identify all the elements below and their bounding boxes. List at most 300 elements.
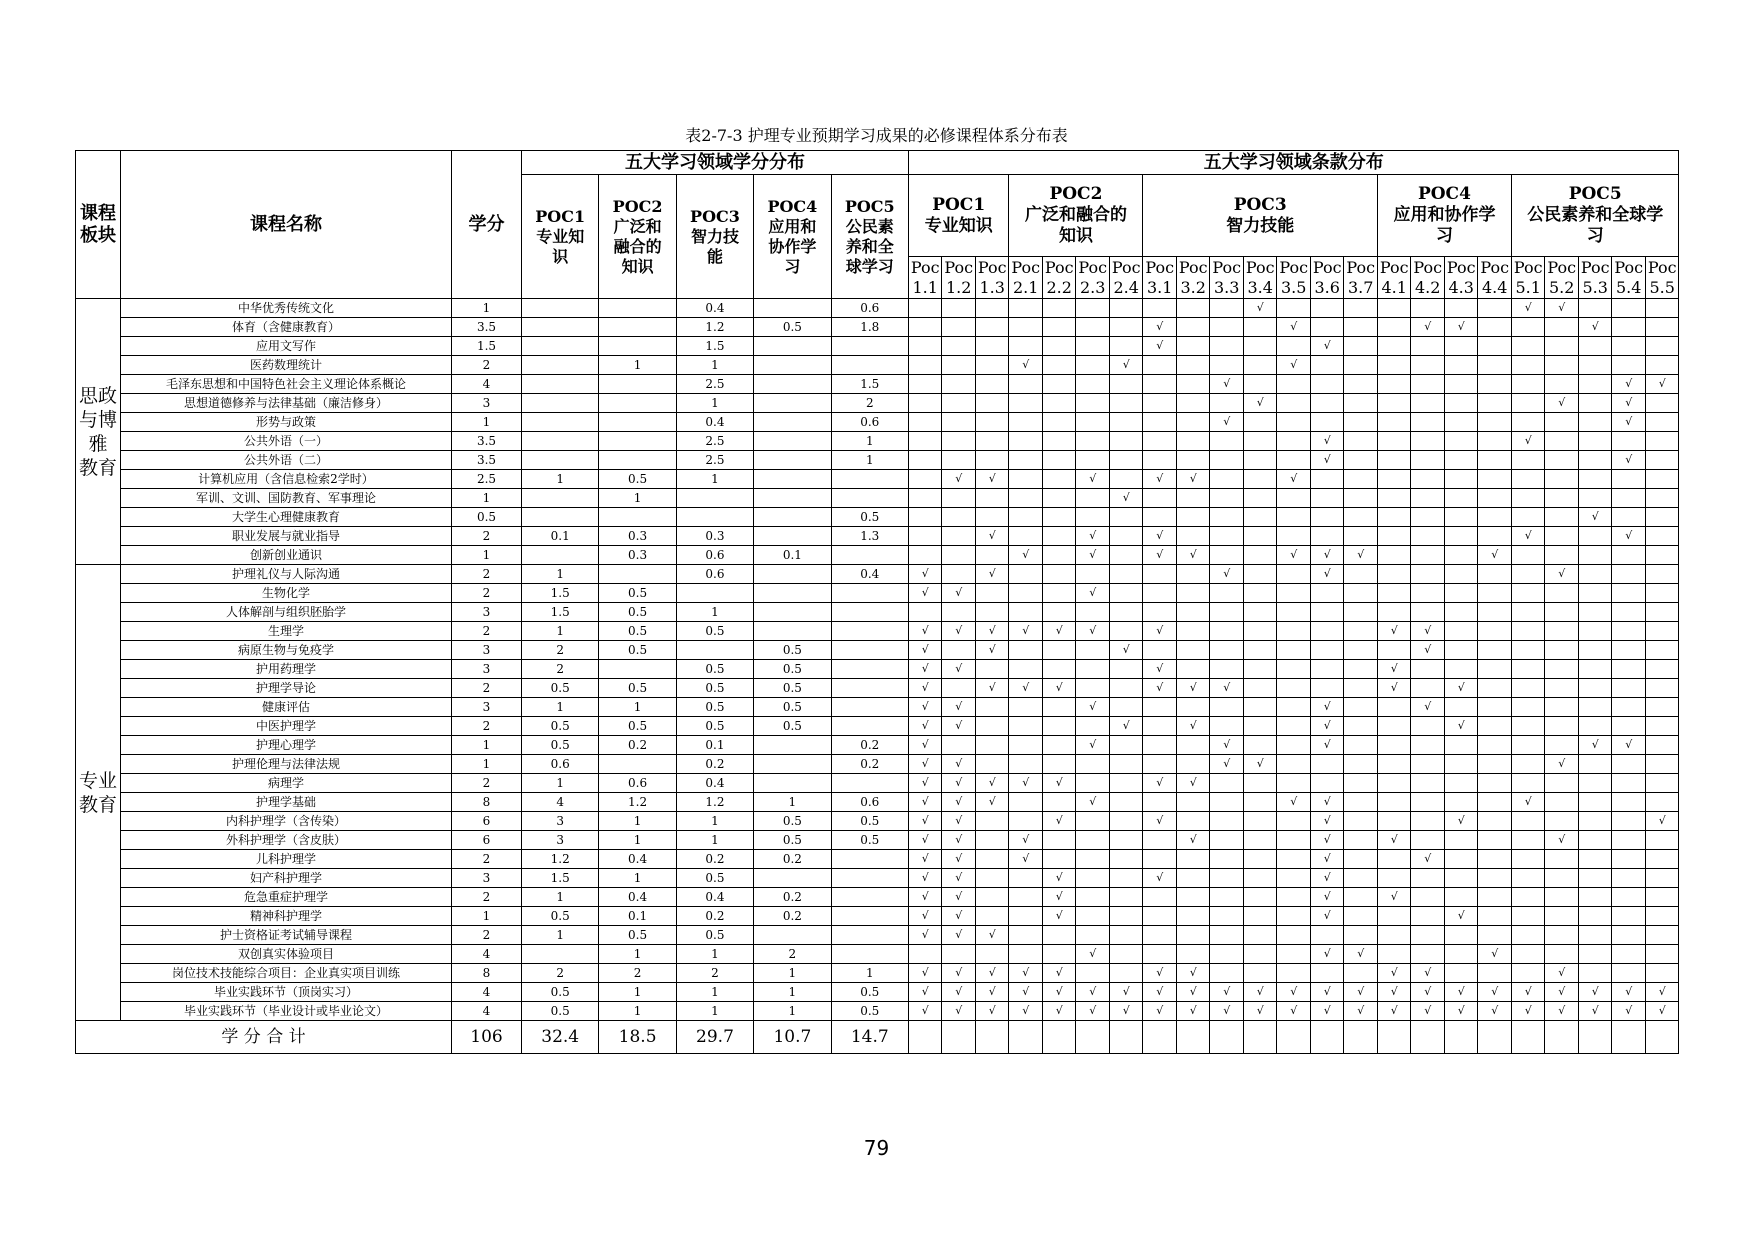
- check-mark: √: [942, 964, 976, 983]
- check-mark: √: [942, 888, 976, 907]
- empty-cell: [1478, 1021, 1512, 1054]
- course-credit: 3: [452, 394, 522, 413]
- empty-cell: [1645, 698, 1679, 717]
- empty-cell: [1176, 584, 1210, 603]
- check-mark: √: [942, 622, 976, 641]
- empty-cell: [1377, 1021, 1411, 1054]
- empty-cell: [1042, 527, 1076, 546]
- check-mark: √: [1076, 470, 1110, 489]
- check-mark: √: [1411, 964, 1445, 983]
- credit-poc5: [831, 356, 908, 375]
- credit-poc4: 1: [754, 793, 831, 812]
- check-mark: √: [1176, 717, 1210, 736]
- credit-poc5: [831, 622, 908, 641]
- empty-cell: [1377, 375, 1411, 394]
- check-mark: √: [1176, 679, 1210, 698]
- empty-cell: [1277, 945, 1311, 964]
- empty-cell: [1411, 527, 1445, 546]
- check-mark: √: [1042, 622, 1076, 641]
- credit-poc1: 1.5: [522, 584, 599, 603]
- empty-cell: [1377, 926, 1411, 945]
- credit-poc3: 1.2: [676, 793, 753, 812]
- empty-cell: [1645, 660, 1679, 679]
- credit-poc1: [522, 489, 599, 508]
- empty-cell: [1612, 850, 1646, 869]
- empty-cell: [1143, 394, 1177, 413]
- empty-cell: [1277, 413, 1311, 432]
- empty-cell: [1612, 755, 1646, 774]
- empty-cell: [1243, 432, 1277, 451]
- empty-cell: [1478, 869, 1512, 888]
- empty-cell: [1076, 337, 1110, 356]
- check-mark: √: [1109, 983, 1143, 1002]
- empty-cell: [975, 318, 1009, 337]
- credit-poc3: 1: [676, 603, 753, 622]
- check-mark: √: [1545, 299, 1579, 318]
- credit-poc4: [754, 413, 831, 432]
- course-name: 护用药理学: [121, 660, 452, 679]
- empty-cell: [1377, 603, 1411, 622]
- empty-cell: [1478, 831, 1512, 850]
- empty-cell: [1545, 622, 1579, 641]
- empty-cell: [1344, 299, 1378, 318]
- check-mark: √: [1042, 679, 1076, 698]
- empty-cell: [1511, 926, 1545, 945]
- check-mark: √: [908, 774, 942, 793]
- empty-cell: [908, 546, 942, 565]
- empty-cell: [1277, 679, 1311, 698]
- credit-poc2: [599, 318, 676, 337]
- empty-cell: [1578, 1021, 1612, 1054]
- empty-cell: [975, 432, 1009, 451]
- empty-cell: [1478, 698, 1512, 717]
- empty-cell: [1411, 793, 1445, 812]
- check-mark: √: [975, 679, 1009, 698]
- empty-cell: [1143, 413, 1177, 432]
- empty-cell: [1645, 793, 1679, 812]
- empty-cell: [942, 432, 976, 451]
- empty-cell: [1411, 508, 1445, 527]
- course-credit: 1: [452, 299, 522, 318]
- credit-poc1: [522, 394, 599, 413]
- empty-cell: [1243, 812, 1277, 831]
- credit-poc5: [831, 603, 908, 622]
- empty-cell: [1176, 736, 1210, 755]
- table-row: [76, 660, 1679, 679]
- check-mark: √: [1612, 736, 1646, 755]
- credit-poc1: [522, 451, 599, 470]
- empty-cell: [1545, 926, 1579, 945]
- empty-cell: [1411, 413, 1445, 432]
- check-mark: √: [1009, 546, 1043, 565]
- check-mark: √: [1444, 907, 1478, 926]
- empty-cell: [1478, 489, 1512, 508]
- empty-cell: [1042, 584, 1076, 603]
- credit-poc3: 0.6: [676, 565, 753, 584]
- empty-cell: [1411, 831, 1445, 850]
- credit-poc4: [754, 508, 831, 527]
- check-mark: √: [1143, 318, 1177, 337]
- check-mark: √: [1478, 983, 1512, 1002]
- check-mark: √: [1143, 470, 1177, 489]
- empty-cell: [1612, 508, 1646, 527]
- empty-cell: [1377, 907, 1411, 926]
- empty-cell: [1411, 945, 1445, 964]
- table-row: [76, 527, 1679, 546]
- check-mark: √: [942, 983, 976, 1002]
- credit-poc4: 0.5: [754, 318, 831, 337]
- empty-cell: [1143, 565, 1177, 584]
- credit-poc3: 1: [676, 356, 753, 375]
- table-row: [76, 736, 1679, 755]
- header-subcol-23: Poc 5.5: [1645, 257, 1679, 299]
- empty-cell: [1478, 736, 1512, 755]
- check-mark: √: [1243, 755, 1277, 774]
- empty-cell: [1645, 736, 1679, 755]
- check-mark: √: [1277, 546, 1311, 565]
- empty-cell: [1578, 774, 1612, 793]
- header-poc-group-5: POC5 公民素养和全球学 习: [1511, 175, 1679, 257]
- check-mark: √: [1612, 394, 1646, 413]
- course-name: 护理学基础: [121, 793, 452, 812]
- empty-cell: [1444, 641, 1478, 660]
- empty-cell: [1344, 660, 1378, 679]
- empty-cell: [1009, 907, 1043, 926]
- empty-cell: [1444, 698, 1478, 717]
- check-mark: √: [1377, 888, 1411, 907]
- check-mark: √: [942, 831, 976, 850]
- check-mark: √: [1444, 717, 1478, 736]
- credit-poc3: 1: [676, 983, 753, 1002]
- table-row: [76, 1002, 1679, 1021]
- empty-cell: [1143, 451, 1177, 470]
- empty-cell: [975, 869, 1009, 888]
- empty-cell: [975, 489, 1009, 508]
- credit-poc1: 2: [522, 641, 599, 660]
- empty-cell: [1578, 603, 1612, 622]
- check-mark: √: [1009, 964, 1043, 983]
- empty-cell: [1210, 470, 1244, 489]
- credit-poc2: 0.3: [599, 546, 676, 565]
- empty-cell: [1478, 926, 1512, 945]
- empty-cell: [1076, 679, 1110, 698]
- empty-cell: [1210, 907, 1244, 926]
- empty-cell: [1009, 489, 1043, 508]
- empty-cell: [1545, 812, 1579, 831]
- check-mark: √: [1009, 983, 1043, 1002]
- check-mark: √: [1645, 1002, 1679, 1021]
- credit-poc4: [754, 603, 831, 622]
- check-mark: √: [1310, 945, 1344, 964]
- table-row: [76, 432, 1679, 451]
- empty-cell: [908, 451, 942, 470]
- empty-cell: [1243, 964, 1277, 983]
- empty-cell: [1243, 736, 1277, 755]
- empty-cell: [1444, 356, 1478, 375]
- check-mark: √: [942, 793, 976, 812]
- empty-cell: [1143, 603, 1177, 622]
- empty-cell: [1143, 375, 1177, 394]
- table-row: [76, 755, 1679, 774]
- check-mark: √: [1310, 337, 1344, 356]
- empty-cell: [1578, 945, 1612, 964]
- check-mark: √: [1377, 964, 1411, 983]
- empty-cell: [1511, 451, 1545, 470]
- empty-cell: [1176, 926, 1210, 945]
- empty-cell: [975, 603, 1009, 622]
- empty-cell: [1545, 793, 1579, 812]
- empty-cell: [1143, 888, 1177, 907]
- credit-poc1: 0.5: [522, 679, 599, 698]
- empty-cell: [1645, 299, 1679, 318]
- empty-cell: [1310, 755, 1344, 774]
- credit-poc3: 2.5: [676, 451, 753, 470]
- check-mark: √: [1076, 584, 1110, 603]
- check-mark: √: [1545, 831, 1579, 850]
- empty-cell: [1143, 299, 1177, 318]
- empty-cell: [1009, 603, 1043, 622]
- empty-cell: [1009, 451, 1043, 470]
- check-mark: √: [1478, 945, 1512, 964]
- empty-cell: [1042, 337, 1076, 356]
- total-poc4: 10.7: [754, 1021, 831, 1054]
- total-label: 学 分 合 计: [76, 1021, 452, 1054]
- credit-poc3: 0.2: [676, 755, 753, 774]
- empty-cell: [1009, 470, 1043, 489]
- empty-cell: [1076, 318, 1110, 337]
- empty-cell: [1545, 318, 1579, 337]
- empty-cell: [1210, 831, 1244, 850]
- empty-cell: [1511, 508, 1545, 527]
- total-poc3: 29.7: [676, 1021, 753, 1054]
- course-credit: 1.5: [452, 337, 522, 356]
- empty-cell: [1277, 869, 1311, 888]
- credit-poc5: 0.2: [831, 736, 908, 755]
- check-mark: √: [1109, 641, 1143, 660]
- empty-cell: [1243, 793, 1277, 812]
- course-name: 人体解剖与组织胚胎学: [121, 603, 452, 622]
- course-name: 形势与政策: [121, 413, 452, 432]
- empty-cell: [1176, 337, 1210, 356]
- header-subcol-14: Poc 3.7: [1344, 257, 1378, 299]
- total-poc2: 18.5: [599, 1021, 676, 1054]
- empty-cell: [1612, 565, 1646, 584]
- empty-cell: [1344, 888, 1378, 907]
- credit-poc1: 1.5: [522, 603, 599, 622]
- credit-poc3: 0.5: [676, 679, 753, 698]
- empty-cell: [1042, 299, 1076, 318]
- empty-cell: [1444, 888, 1478, 907]
- credit-poc1: 2: [522, 964, 599, 983]
- empty-cell: [1176, 356, 1210, 375]
- empty-cell: [1042, 565, 1076, 584]
- check-mark: √: [1076, 793, 1110, 812]
- credit-poc4: [754, 375, 831, 394]
- empty-cell: [1545, 375, 1579, 394]
- credit-poc4: [754, 451, 831, 470]
- empty-cell: [1545, 736, 1579, 755]
- empty-cell: [1344, 508, 1378, 527]
- course-name: 中华优秀传统文化: [121, 299, 452, 318]
- empty-cell: [1478, 394, 1512, 413]
- check-mark: √: [908, 983, 942, 1002]
- empty-cell: [1411, 774, 1445, 793]
- credit-poc5: [831, 850, 908, 869]
- credit-poc2: 1: [599, 831, 676, 850]
- empty-cell: [1076, 660, 1110, 679]
- empty-cell: [1009, 1021, 1043, 1054]
- empty-cell: [1344, 565, 1378, 584]
- empty-cell: [1076, 451, 1110, 470]
- empty-cell: [1109, 736, 1143, 755]
- empty-cell: [1277, 736, 1311, 755]
- empty-cell: [1377, 470, 1411, 489]
- header-group-items: 五大学习领域条款分布: [908, 151, 1679, 175]
- credit-poc1: 1: [522, 926, 599, 945]
- check-mark: √: [1176, 831, 1210, 850]
- empty-cell: [1511, 907, 1545, 926]
- empty-cell: [1344, 736, 1378, 755]
- empty-cell: [1076, 964, 1110, 983]
- course-name: 岗位技术技能综合项目：企业真实项目训练: [121, 964, 452, 983]
- empty-cell: [1444, 622, 1478, 641]
- course-name: 创新创业通识: [121, 546, 452, 565]
- empty-cell: [1176, 375, 1210, 394]
- empty-cell: [1344, 622, 1378, 641]
- check-mark: √: [1478, 546, 1512, 565]
- empty-cell: [942, 318, 976, 337]
- credit-poc2: [599, 413, 676, 432]
- check-mark: √: [1612, 375, 1646, 394]
- empty-cell: [1444, 394, 1478, 413]
- credit-poc2: 1: [599, 812, 676, 831]
- empty-cell: [1076, 641, 1110, 660]
- empty-cell: [1076, 508, 1110, 527]
- empty-cell: [942, 375, 976, 394]
- credit-poc2: 1: [599, 869, 676, 888]
- empty-cell: [975, 451, 1009, 470]
- empty-cell: [942, 945, 976, 964]
- empty-cell: [1009, 413, 1043, 432]
- empty-cell: [1645, 774, 1679, 793]
- empty-cell: [1377, 850, 1411, 869]
- empty-cell: [1143, 736, 1177, 755]
- credit-poc4: 1: [754, 964, 831, 983]
- credit-poc1: 1: [522, 470, 599, 489]
- empty-cell: [1042, 736, 1076, 755]
- check-mark: √: [1076, 983, 1110, 1002]
- empty-cell: [1210, 622, 1244, 641]
- check-mark: √: [975, 793, 1009, 812]
- course-name: 毛泽东思想和中国特色社会主义理论体系概论: [121, 375, 452, 394]
- empty-cell: [1277, 603, 1311, 622]
- credit-poc2: [599, 565, 676, 584]
- empty-cell: [1411, 432, 1445, 451]
- empty-cell: [1578, 812, 1612, 831]
- empty-cell: [1210, 508, 1244, 527]
- credit-poc3: [676, 641, 753, 660]
- empty-cell: [1478, 565, 1512, 584]
- empty-cell: [1411, 736, 1445, 755]
- empty-cell: [1444, 299, 1478, 318]
- credit-poc1: 4: [522, 793, 599, 812]
- empty-cell: [1377, 451, 1411, 470]
- empty-cell: [1478, 584, 1512, 603]
- empty-cell: [1578, 907, 1612, 926]
- check-mark: √: [1310, 812, 1344, 831]
- check-mark: √: [1612, 451, 1646, 470]
- credit-poc2: 0.5: [599, 584, 676, 603]
- empty-cell: [1478, 774, 1512, 793]
- course-name: 护理学导论: [121, 679, 452, 698]
- check-mark: √: [1310, 983, 1344, 1002]
- empty-cell: [1277, 641, 1311, 660]
- course-credit: 3: [452, 869, 522, 888]
- credit-poc3: 0.2: [676, 850, 753, 869]
- empty-cell: [1210, 546, 1244, 565]
- empty-cell: [1478, 432, 1512, 451]
- check-mark: √: [908, 679, 942, 698]
- empty-cell: [1009, 584, 1043, 603]
- empty-cell: [1277, 584, 1311, 603]
- course-name: 护士资格证考试辅导课程: [121, 926, 452, 945]
- empty-cell: [1310, 622, 1344, 641]
- check-mark: √: [1277, 470, 1311, 489]
- course-credit: 3: [452, 641, 522, 660]
- credit-poc5: 1.5: [831, 375, 908, 394]
- empty-cell: [1243, 527, 1277, 546]
- empty-cell: [1109, 888, 1143, 907]
- check-mark: √: [975, 470, 1009, 489]
- course-name: 危急重症护理学: [121, 888, 452, 907]
- check-mark: √: [1444, 679, 1478, 698]
- course-credit: 2: [452, 888, 522, 907]
- empty-cell: [1076, 565, 1110, 584]
- empty-cell: [1411, 755, 1445, 774]
- empty-cell: [1277, 565, 1311, 584]
- empty-cell: [1109, 565, 1143, 584]
- credit-poc4: [754, 755, 831, 774]
- empty-cell: [1310, 603, 1344, 622]
- check-mark: √: [1511, 1002, 1545, 1021]
- credit-poc4: [754, 356, 831, 375]
- empty-cell: [1578, 337, 1612, 356]
- table-row: [76, 622, 1679, 641]
- empty-cell: [1645, 508, 1679, 527]
- table-row: [76, 375, 1679, 394]
- credit-poc4: 0.2: [754, 850, 831, 869]
- check-mark: √: [1042, 983, 1076, 1002]
- check-mark: √: [1310, 451, 1344, 470]
- course-name: 内科护理学（含传染）: [121, 812, 452, 831]
- credit-poc2: [599, 337, 676, 356]
- check-mark: √: [1210, 983, 1244, 1002]
- check-mark: √: [1109, 489, 1143, 508]
- course-name: 职业发展与就业指导: [121, 527, 452, 546]
- empty-cell: [1578, 622, 1612, 641]
- course-credit: 3.5: [452, 318, 522, 337]
- empty-cell: [1277, 755, 1311, 774]
- empty-cell: [1042, 945, 1076, 964]
- empty-cell: [1545, 451, 1579, 470]
- empty-cell: [1042, 717, 1076, 736]
- empty-cell: [1545, 584, 1579, 603]
- credit-poc2: [599, 508, 676, 527]
- empty-cell: [1009, 736, 1043, 755]
- empty-cell: [1109, 945, 1143, 964]
- empty-cell: [1545, 413, 1579, 432]
- check-mark: √: [1277, 356, 1311, 375]
